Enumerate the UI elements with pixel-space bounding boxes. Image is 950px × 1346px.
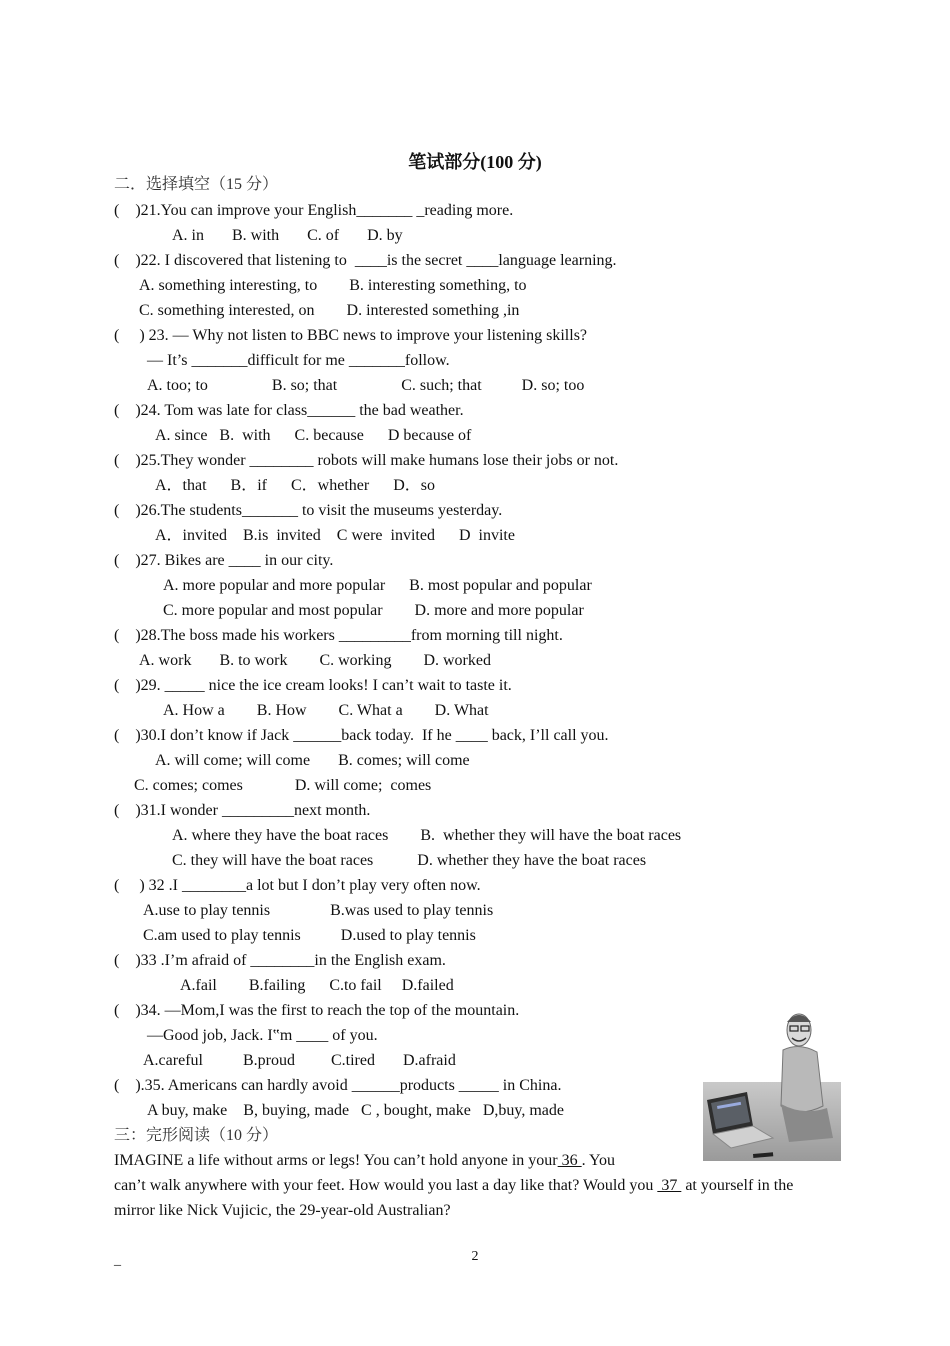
page-number: 2 xyxy=(471,1249,479,1264)
question-line: ( )33 .I’m afraid of ________in the English exam. xyxy=(114,952,446,969)
question-line: A. How a B. How C. What a D. What xyxy=(163,702,489,719)
nick-vujicic-photo xyxy=(703,1008,841,1161)
question-line: A.use to play tennis B.was used to play tennis xyxy=(143,902,494,919)
question-line: C.am used to play tennis D.used to play tennis xyxy=(143,927,476,944)
question-line: ( )34. —Mom,I was the first to reach the top of the mountain. xyxy=(114,1002,520,1019)
question-line: ( )25.They wonder ________ robots will make humans lose their jobs or not. xyxy=(114,452,619,469)
question-line: C. more popular and most popular D. more and more popular xyxy=(163,602,584,619)
question-line: A buy, make B, buying, made C , bought, make D,buy, made xyxy=(147,1102,564,1119)
section-heading-choice: 二．选择填空（15 分） xyxy=(114,176,279,193)
question-line: A. will come; will come B. comes; will come xyxy=(155,752,470,769)
passage-text: IMAGINE a life without arms or legs! You can’t hold anyone in your xyxy=(114,1152,562,1169)
question-line: A. in B. with C. of D. by xyxy=(172,227,403,244)
question-line: ( )27. Bikes are ____ in our city. xyxy=(114,552,334,569)
question-line: ( )28.The boss made his workers _________from morning till night. xyxy=(114,627,563,644)
question-line: A．invited B.is invited C were invited D invite xyxy=(155,527,515,544)
blank-36: 36 xyxy=(557,1152,582,1169)
question-line: A.fail B.failing C.to fail D.failed xyxy=(180,977,454,994)
question-line: ( ) 23. — Why not listen to BBC news to improve your listening skills? xyxy=(114,327,588,344)
question-line: ( ).35. Americans can hardly avoid ______products _____ in China. xyxy=(114,1077,562,1094)
question-line: — It’s _______difficult for me _______follow. xyxy=(147,352,450,369)
passage-text: can’t walk anywhere with your feet. How would you last a day like that? Would you xyxy=(114,1177,658,1194)
question-line: A. too; to B. so; that C. such; that D. so; too xyxy=(147,377,585,394)
passage-line-3: mirror like Nick Vujicic, the 29-year-old Australian? xyxy=(114,1202,451,1219)
passage-line-2 xyxy=(114,1176,793,1196)
passage-text: . You xyxy=(581,1152,615,1169)
question-line: ( )24. Tom was late for class______ the bad weather. xyxy=(114,402,464,419)
question-line: ( ) 32 .I ________a lot but I don’t play very often now. xyxy=(114,877,481,894)
question-line: ( )21.You can improve your English_______ _reading more. xyxy=(114,202,514,219)
question-line: C. they will have the boat races D. whether they have the boat races xyxy=(172,852,647,869)
question-line: A.careful B.proud C.tired D.afraid xyxy=(143,1052,456,1069)
corner-mark: _ xyxy=(114,1253,121,1268)
question-line: C. something interested, on D. interested something ,in xyxy=(139,302,520,319)
question-line: A. something interesting, to B. interesting something, to xyxy=(139,277,527,294)
passage-text: at yourself in the xyxy=(681,1177,794,1194)
page-title: 笔试部分(100 分) xyxy=(408,152,542,172)
question-line: A．that B．if C．whether D．so xyxy=(155,477,435,494)
blank-37: 37 xyxy=(657,1177,682,1194)
section-heading-cloze: 三：完形阅读（10 分） xyxy=(114,1127,279,1144)
question-line: ( )31.I wonder _________next month. xyxy=(114,802,371,819)
question-line: C. comes; comes D. will come; comes xyxy=(134,777,432,794)
question-line: A. since B. with C. because D because of xyxy=(155,427,472,444)
question-line: A. where they have the boat races B. whether they will have the boat races xyxy=(172,827,682,844)
question-line: A. more popular and more popular B. most popular and popular xyxy=(163,577,592,594)
question-line: A. work B. to work C. working D. worked xyxy=(139,652,491,669)
question-line: ( )29. _____ nice the ice cream looks! I can’t wait to taste it. xyxy=(114,677,512,694)
passage-line-1 xyxy=(114,1151,615,1171)
question-line: ( )26.The students_______ to visit the museums yesterday. xyxy=(114,502,503,519)
question-line: ( )30.I don’t know if Jack ______back today. If he ____ back, I’ll call you. xyxy=(114,727,609,744)
question-line: ( )22. I discovered that listening to ____is the secret ____language learning. xyxy=(114,252,617,269)
question-line: —Good job, Jack. I‟m ____ of you. xyxy=(147,1027,378,1044)
